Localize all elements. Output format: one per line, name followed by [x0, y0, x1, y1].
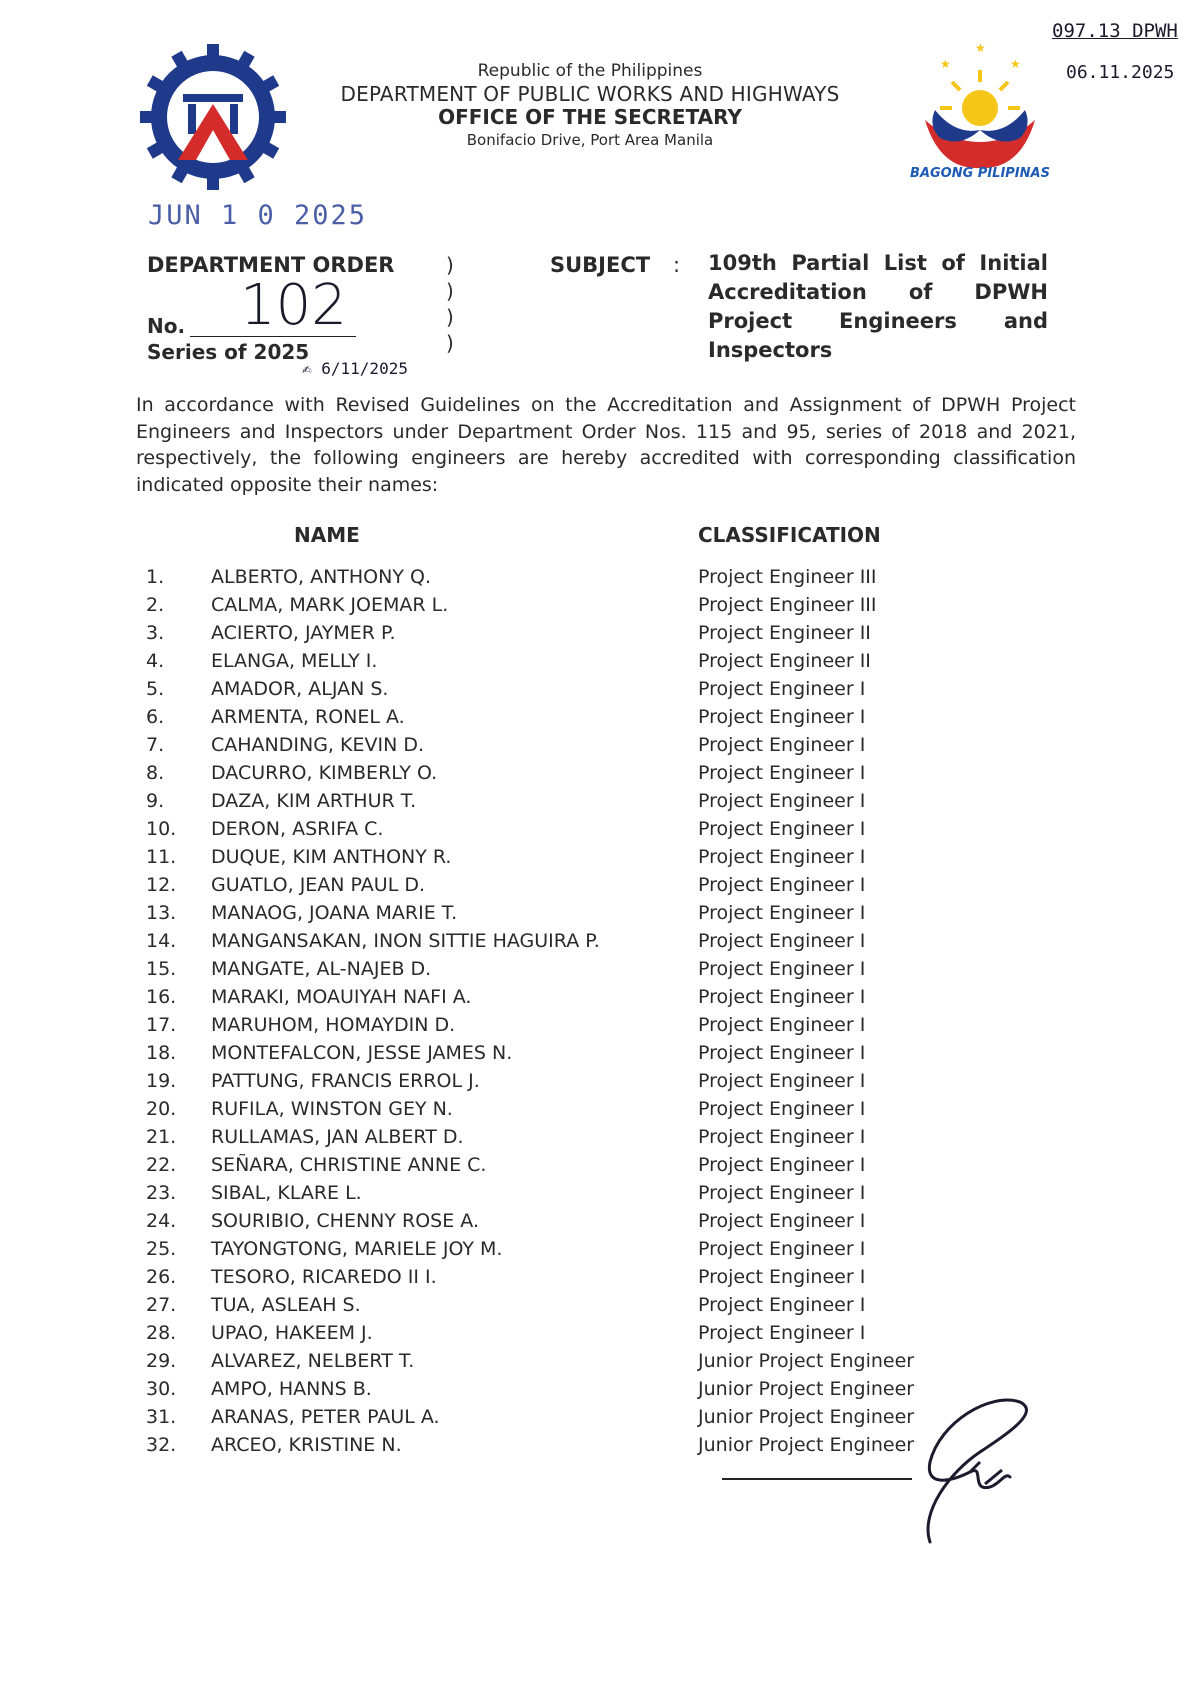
engineer-name: ACIERTO, JAYMER P.: [211, 622, 396, 644]
item-number: 10.: [146, 818, 177, 840]
engineer-classification: Project Engineer I: [698, 1238, 866, 1260]
subject-text: 109th Partial List of Initial Accreditation of DPWH Project Engineers and Inspectors: [708, 251, 1048, 362]
handwritten-initial-date: ✍ 6/11/2025: [302, 359, 408, 378]
item-number: 19.: [146, 1070, 177, 1092]
list-item: [0, 874, 1200, 902]
item-number: 23.: [146, 1182, 177, 1204]
engineer-classification: Project Engineer I: [698, 874, 866, 896]
engineer-name: ARMENTA, RONEL A.: [211, 706, 405, 728]
engineer-classification: Project Engineer I: [698, 1098, 866, 1120]
list-item: [0, 1014, 1200, 1042]
item-number: 30.: [146, 1378, 177, 1400]
list-item: [0, 930, 1200, 958]
engineer-classification: Project Engineer I: [698, 678, 866, 700]
engineer-name: TAYONGTONG, MARIELE JOY M.: [211, 1238, 503, 1260]
engineer-classification: Project Engineer I: [698, 1266, 866, 1288]
item-number: 5.: [146, 678, 165, 700]
engineer-classification: Project Engineer I: [698, 706, 866, 728]
engineer-classification: Project Engineer I: [698, 1154, 866, 1176]
list-item: [0, 678, 1200, 706]
item-number: 31.: [146, 1406, 177, 1428]
intro-paragraph: In accordance with Revised Guidelines on the Accreditation and Assignment of DPWH Project Engineers and Inspectors under Department Order Nos. 115 and 95, series of 2018 and 2021, respectively, the following engineers are hereby accredited with corresponding classification indicated opposite their names:: [136, 394, 1076, 496]
engineer-name: ARCEO, KRISTINE N.: [211, 1434, 402, 1456]
list-item: [0, 818, 1200, 846]
engineer-classification: Project Engineer I: [698, 1294, 866, 1316]
engineer-classification: Project Engineer I: [698, 958, 866, 980]
item-number: 28.: [146, 1322, 177, 1344]
list-item: [0, 762, 1200, 790]
item-number: 27.: [146, 1294, 177, 1316]
order-number-underline: [190, 336, 356, 337]
item-number: 29.: [146, 1350, 177, 1372]
engineer-classification: Project Engineer II: [698, 650, 871, 672]
list-item: [0, 958, 1200, 986]
engineer-name: MANAOG, JOANA MARIE T.: [211, 902, 458, 924]
list-item: [0, 1070, 1200, 1098]
svg-text:★: ★: [975, 41, 986, 55]
engineer-classification: Project Engineer I: [698, 846, 866, 868]
list-item: [0, 986, 1200, 1014]
bagong-pilipinas-logo-icon: [900, 30, 1060, 180]
engineer-name: AMADOR, ALJAN S.: [211, 678, 389, 700]
engineer-name: SOURIBIO, CHENNY ROSE A.: [211, 1210, 479, 1232]
item-number: 32.: [146, 1434, 177, 1456]
list-item: [0, 706, 1200, 734]
handwritten-initial-text: 6/11/2025: [321, 359, 408, 378]
engineer-classification: Project Engineer I: [698, 1014, 866, 1036]
item-number: 11.: [146, 846, 177, 868]
engineer-name: ELANGA, MELLY I.: [211, 650, 378, 672]
received-stamp-date: JUN 1 0 2025: [148, 200, 368, 231]
list-item: [0, 1154, 1200, 1182]
order-no-label: No.: [147, 314, 186, 338]
svg-text:★: ★: [1010, 57, 1021, 71]
engineer-name: RUFILA, WINSTON GEY N.: [211, 1098, 453, 1120]
bagong-pilipinas-label: BAGONG PILIPINAS: [910, 166, 1050, 181]
item-number: 18.: [146, 1042, 177, 1064]
engineer-name: RULLAMAS, JAN ALBERT D.: [211, 1126, 464, 1148]
engineer-name: MONTEFALCON, JESSE JAMES N.: [211, 1042, 513, 1064]
item-number: 24.: [146, 1210, 177, 1232]
item-number: 15.: [146, 958, 177, 980]
engineer-classification: Project Engineer I: [698, 1182, 866, 1204]
engineer-name: CAHANDING, KEVIN D.: [211, 734, 424, 756]
engineer-name: DACURRO, KIMBERLY O.: [211, 762, 438, 784]
list-item: [0, 1266, 1200, 1294]
order-number: 102: [240, 273, 347, 338]
engineer-classification: Junior Project Engineer: [698, 1434, 915, 1456]
engineer-name: MARAKI, MOAUIYAH NAFI A.: [211, 986, 472, 1008]
handwritten-reference: 097.13 DPWH: [1052, 20, 1178, 42]
engineer-name: DAZA, KIM ARTHUR T.: [211, 790, 417, 812]
column-header-classification: CLASSIFICATION: [698, 523, 881, 547]
signature-icon: [910, 1392, 1050, 1552]
engineer-name: ARANAS, PETER PAUL A.: [211, 1406, 440, 1428]
item-number: 22.: [146, 1154, 177, 1176]
engineer-name: ALBERTO, ANTHONY Q.: [211, 566, 431, 588]
engineer-classification: Junior Project Engineer: [698, 1350, 915, 1372]
engineer-name: UPAO, HAKEEM J.: [211, 1322, 373, 1344]
engineer-classification: Project Engineer I: [698, 734, 866, 756]
engineer-classification: Junior Project Engineer: [698, 1406, 915, 1428]
republic-line: Republic of the Philippines: [477, 61, 703, 81]
engineer-classification: Project Engineer I: [698, 762, 866, 784]
list-item: [0, 622, 1200, 650]
engineer-name: TUA, ASLEAH S.: [211, 1294, 361, 1316]
handwritten-date: 06.11.2025: [1066, 62, 1175, 83]
item-number: 17.: [146, 1014, 177, 1036]
item-number: 20.: [146, 1098, 177, 1120]
list-item: [0, 1042, 1200, 1070]
svg-text:★: ★: [940, 57, 951, 71]
engineer-name: GUATLO, JEAN PAUL D.: [211, 874, 426, 896]
department-order-label: DEPARTMENT ORDER: [147, 253, 395, 277]
list-item: [0, 1210, 1200, 1238]
engineer-name: ALVAREZ, NELBERT T.: [211, 1350, 415, 1372]
list-item: [0, 650, 1200, 678]
engineer-name: TESORO, RICAREDO II I.: [211, 1266, 437, 1288]
engineer-classification: Project Engineer I: [698, 1070, 866, 1092]
item-number: 26.: [146, 1266, 177, 1288]
engineer-classification: Project Engineer I: [698, 902, 866, 924]
item-number: 14.: [146, 930, 177, 952]
signature-line: [722, 1478, 912, 1480]
list-item: [0, 1126, 1200, 1154]
engineer-name: MANGANSAKAN, INON SITTIE HAGUIRA P.: [211, 930, 600, 952]
engineer-name: DUQUE, KIM ANTHONY R.: [211, 846, 452, 868]
order-series: Series of 2025: [147, 340, 310, 364]
engineer-name: MARUHOM, HOMAYDIN D.: [211, 1014, 456, 1036]
engineer-name: AMPO, HANNS B.: [211, 1378, 372, 1400]
engineer-name: DERON, ASRIFA C.: [211, 818, 384, 840]
engineer-classification: Project Engineer I: [698, 790, 866, 812]
engineer-classification: Project Engineer I: [698, 1042, 866, 1064]
subject-label: SUBJECT: [550, 253, 651, 277]
dpwh-gear-logo-icon: [138, 42, 288, 192]
item-number: 21.: [146, 1126, 177, 1148]
department-name: DEPARTMENT OF PUBLIC WORKS AND HIGHWAYS: [340, 82, 840, 106]
engineer-classification: Project Engineer II: [698, 622, 871, 644]
list-item: [0, 566, 1200, 594]
list-item: [0, 1182, 1200, 1210]
item-number: 13.: [146, 902, 177, 924]
item-number: 12.: [146, 874, 177, 896]
engineer-name: SEÑARA, CHRISTINE ANNE C.: [211, 1154, 487, 1176]
list-item: [0, 734, 1200, 762]
item-number: 8.: [146, 762, 165, 784]
engineer-classification: Junior Project Engineer: [698, 1378, 915, 1400]
engineer-classification: Project Engineer I: [698, 1126, 866, 1148]
engineer-classification: Project Engineer I: [698, 1210, 866, 1232]
engineer-classification: Project Engineer I: [698, 818, 866, 840]
list-item: [0, 1322, 1200, 1350]
list-item: [0, 902, 1200, 930]
item-number: 25.: [146, 1238, 177, 1260]
list-item: [0, 1098, 1200, 1126]
subject-colon: :: [673, 253, 681, 277]
engineer-classification: Project Engineer I: [698, 930, 866, 952]
list-item: [0, 846, 1200, 874]
engineer-name: CALMA, MARK JOEMAR L.: [211, 594, 449, 616]
office-address: Bonifacio Drive, Port Area Manila: [466, 131, 714, 149]
item-number: 4.: [146, 650, 165, 672]
item-number: 2.: [146, 594, 165, 616]
list-item: [0, 1294, 1200, 1322]
item-number: 3.: [146, 622, 165, 644]
engineer-classification: Project Engineer I: [698, 986, 866, 1008]
item-number: 9.: [146, 790, 165, 812]
item-number: 7.: [146, 734, 165, 756]
engineer-name: SIBAL, KLARE L.: [211, 1182, 362, 1204]
letterhead: [300, 60, 880, 152]
item-number: 16.: [146, 986, 177, 1008]
engineer-classification: Project Engineer III: [698, 594, 877, 616]
engineer-name: PATTUNG, FRANCIS ERROL J.: [211, 1070, 480, 1092]
list-item: [0, 594, 1200, 622]
list-item: [0, 790, 1200, 818]
office-name: OFFICE OF THE SECRETARY: [438, 105, 742, 129]
list-item: [0, 1238, 1200, 1266]
column-header-name: NAME: [294, 523, 360, 547]
item-number: 1.: [146, 566, 165, 588]
bracket-parens: ) ) ) ): [446, 253, 454, 355]
list-item: [0, 1350, 1200, 1378]
engineer-classification: Project Engineer III: [698, 566, 877, 588]
engineer-name: MANGATE, AL-NAJEB D.: [211, 958, 432, 980]
item-number: 6.: [146, 706, 165, 728]
engineer-classification: Project Engineer I: [698, 1322, 866, 1344]
